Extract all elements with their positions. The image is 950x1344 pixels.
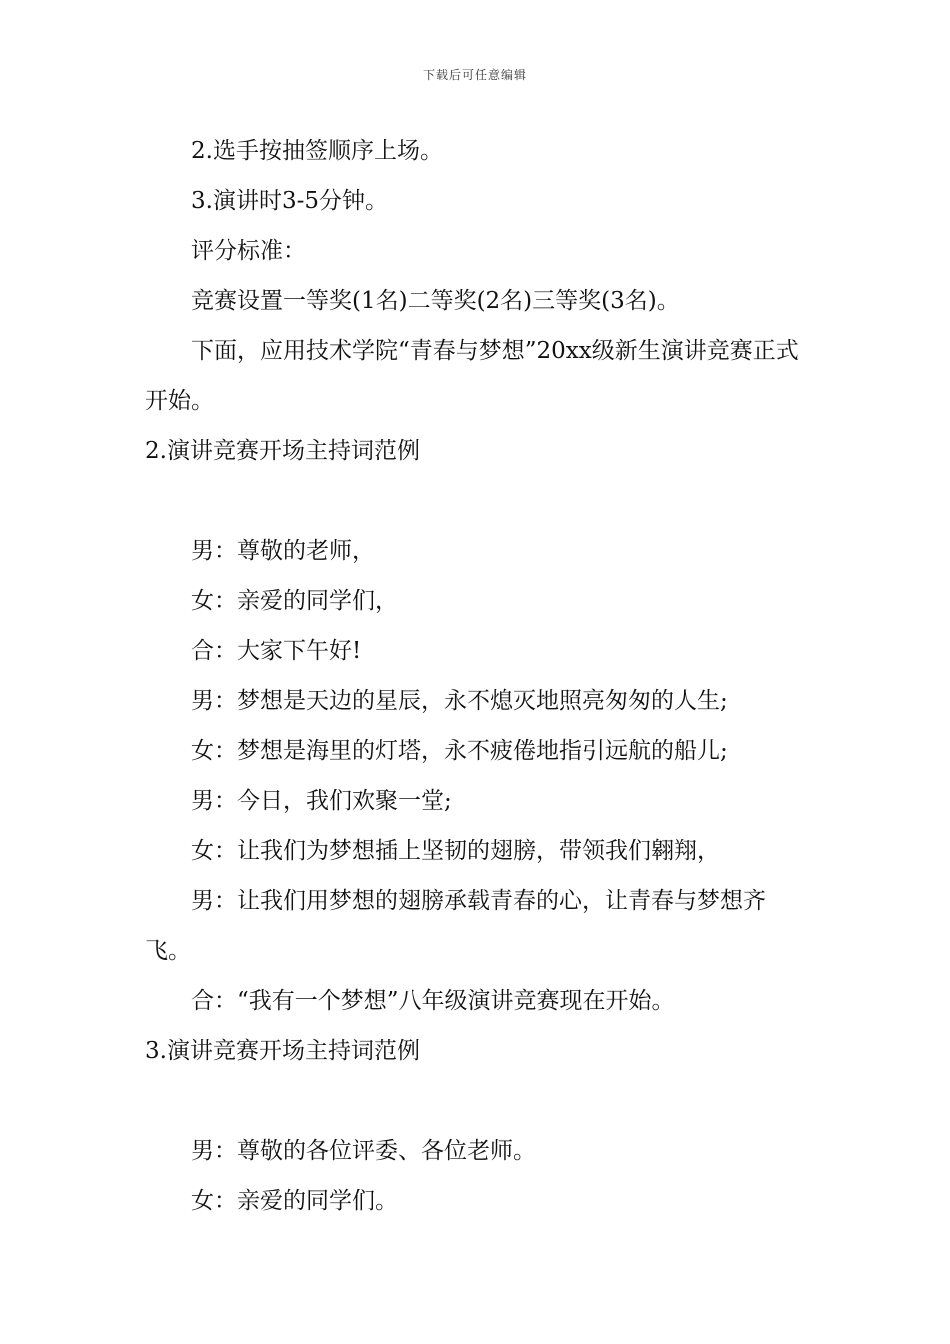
- paragraph-opening: 下面，应用技术学院“青春与梦想”20xx级新生演讲竞赛正式开始。: [145, 338, 799, 414]
- dialogue-line: 男：梦想是天边的星辰，永不熄灭地照亮匆匆的人生;: [191, 688, 728, 714]
- page-header: 下载后可任意编辑: [422, 68, 527, 82]
- dialogue-line: 女：梦想是海里的灯塔，永不疲倦地指引远航的船儿;: [191, 738, 728, 764]
- dialogue-line: 女：亲爱的同学们。: [191, 1188, 398, 1214]
- blank-line: [145, 476, 810, 526]
- section-heading-2: 2.演讲竞赛开场主持词范例: [145, 438, 420, 464]
- dialogue-line: 女：亲爱的同学们，: [191, 588, 398, 614]
- paragraph-scoring-label: 评分标准：: [191, 238, 306, 264]
- document-body: [145, 126, 810, 1226]
- dialogue-line: 女：让我们为梦想插上坚韧的翅膀，带领我们翱翔，: [191, 838, 720, 864]
- dialogue-line: 合：大家下午好!: [191, 638, 362, 664]
- dialogue-line: 男：今日，我们欢聚一堂;: [191, 788, 452, 814]
- dialogue-line: 男：让我们用梦想的翅膀承载青春的心，让青春与梦想齐飞。: [145, 888, 766, 964]
- paragraph-rule-order: 2.选手按抽签顺序上场。: [191, 138, 443, 164]
- dialogue-line: 男：尊敬的各位评委、各位老师。: [191, 1138, 536, 1164]
- paragraph-rule-duration: 3.演讲时3-5分钟。: [191, 188, 388, 214]
- dialogue-line: 合：“我有一个梦想”八年级演讲竞赛现在开始。: [191, 988, 675, 1014]
- blank-line: [145, 1076, 810, 1126]
- section-heading-3: 3.演讲竞赛开场主持词范例: [145, 1038, 420, 1064]
- dialogue-line: 男：尊敬的老师，: [191, 538, 375, 564]
- paragraph-awards: 竞赛设置一等奖(1名)二等奖(2名)三等奖(3名)。: [191, 288, 680, 314]
